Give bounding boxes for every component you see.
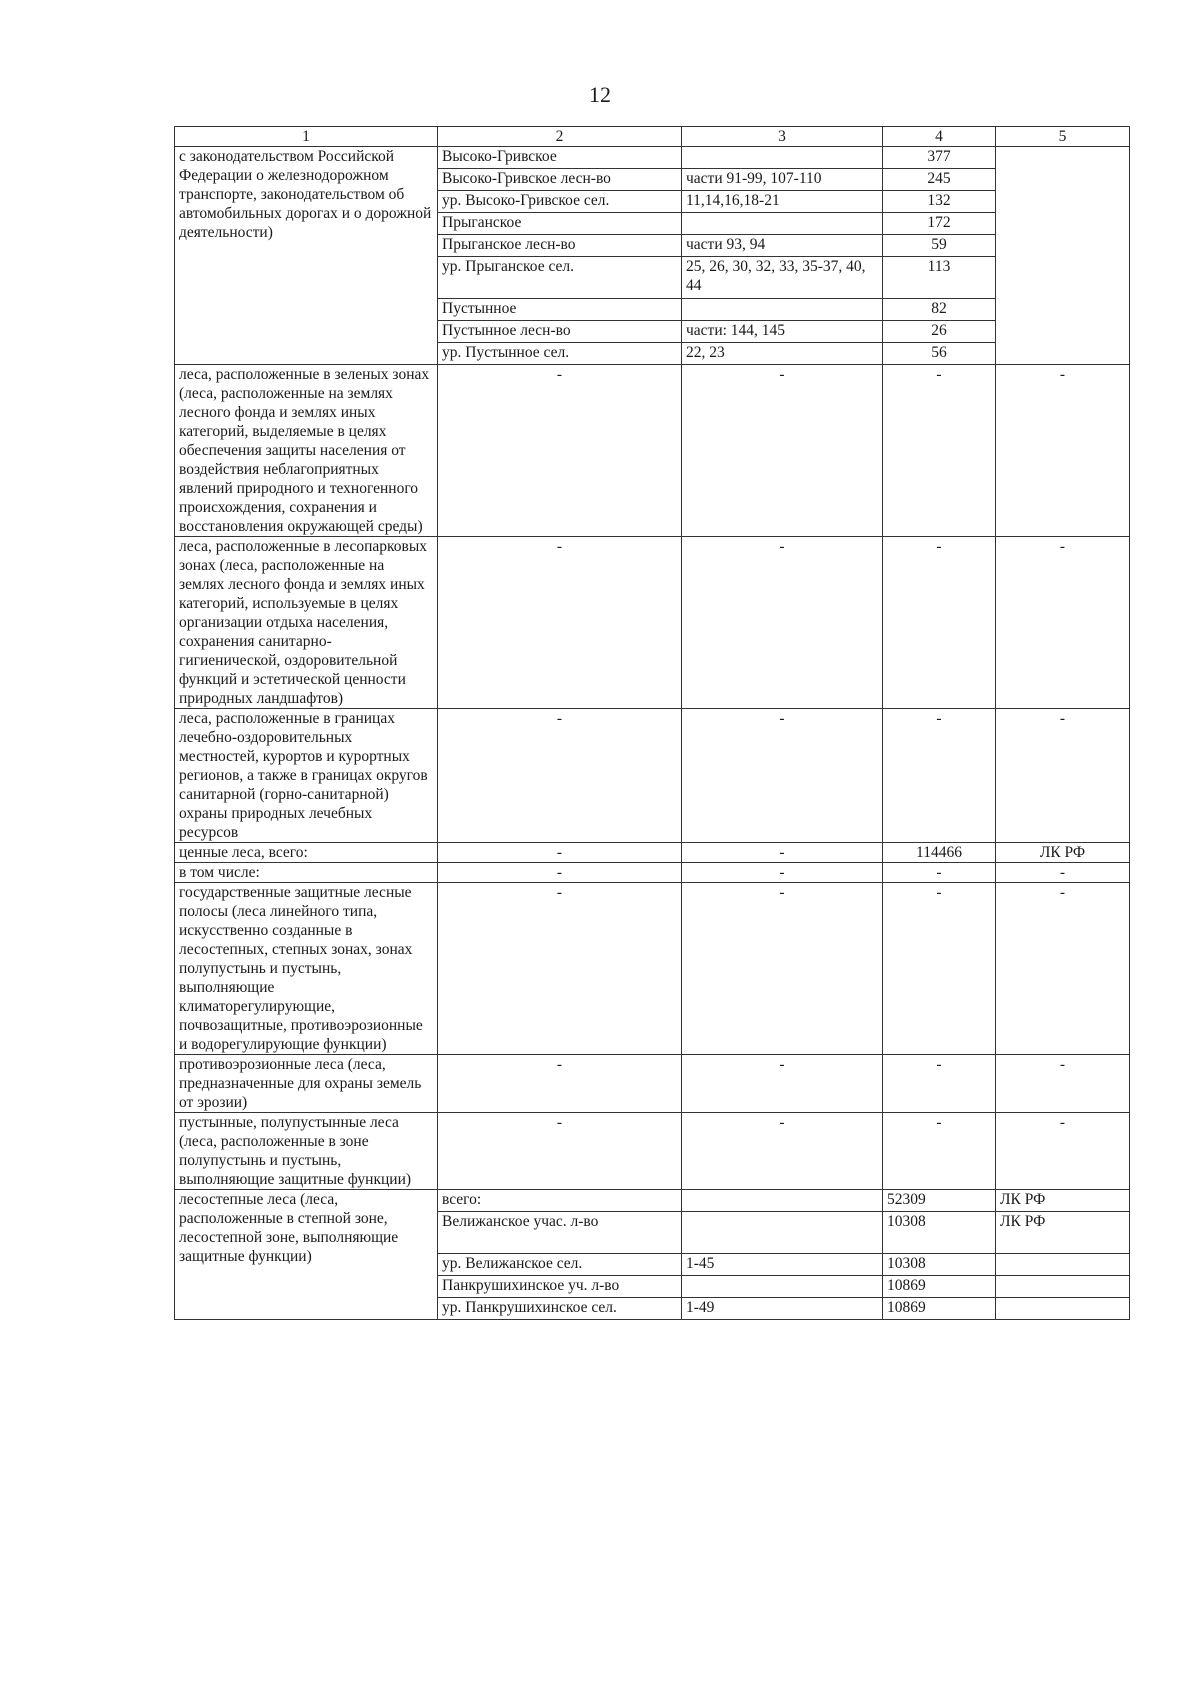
dash-cell: - — [682, 1055, 883, 1113]
parts-cell — [682, 213, 883, 235]
location-cell: ур. Прыганское сел. — [438, 257, 682, 299]
header-col-5: 5 — [996, 127, 1130, 147]
category-cell: леса, расположенные в лесопарковых зонах (леса, расположенные на землях лесного фонда и землях иных категорий, используемые в целях организации отдыха населения, сохранения санитарно-гигиенической, оздоровительной функций и эстетической ценности природных ландшафтов) — [175, 537, 438, 709]
dash-cell: - — [996, 883, 1130, 1055]
area-cell: 10308 — [883, 1254, 996, 1276]
location-cell: всего: — [438, 1190, 682, 1212]
dash-cell: - — [682, 365, 883, 537]
basis-cell — [996, 1276, 1130, 1298]
header-col-4: 4 — [883, 127, 996, 147]
table-row — [175, 709, 1130, 843]
location-cell: Высоко-Гривское лесн-во — [438, 169, 682, 191]
basis-cell: ЛК РФ — [996, 843, 1130, 863]
parts-cell: 1-49 — [682, 1298, 883, 1320]
dash-cell: - — [883, 1055, 996, 1113]
dash-cell: - — [438, 863, 682, 883]
area-cell: 377 — [883, 147, 996, 169]
area-cell: 172 — [883, 213, 996, 235]
dash-cell: - — [438, 365, 682, 537]
basis-cell: ЛК РФ — [996, 1190, 1130, 1212]
dash-cell: - — [883, 863, 996, 883]
location-cell: Прыганское — [438, 213, 682, 235]
dash-cell: - — [438, 1055, 682, 1113]
category-cell: леса, расположенные в зеленых зонах (леса, расположенные на землях лесного фонда и землях иных категорий, выделяемые в целях обеспечения защиты населения от воздействия неблагоприятных явлений природного и техногенного происхождения, сохранения и восстановления окружающей среды) — [175, 365, 438, 537]
parts-cell: части 93, 94 — [682, 235, 883, 257]
dash-cell: - — [438, 709, 682, 843]
category-cell: леса, расположенные в границах лечебно-оздоровительных местностей, курортов и курортных регионов, а также в границах округов санитарной (горно-санитарной) охраны природных лечебных ресурсов — [175, 709, 438, 843]
dash-cell: - — [682, 1113, 883, 1190]
dash-cell: - — [883, 365, 996, 537]
table-row — [175, 147, 1130, 169]
dash-cell: - — [996, 365, 1130, 537]
table-row — [175, 863, 1130, 883]
dash-cell: - — [682, 709, 883, 843]
area-cell: 113 — [883, 257, 996, 299]
location-cell: Велижанское учас. л-во — [438, 1212, 682, 1254]
area-cell: 26 — [883, 321, 996, 343]
dash-cell: - — [438, 843, 682, 863]
parts-cell: 1-45 — [682, 1254, 883, 1276]
basis-cell: ЛК РФ — [996, 1212, 1130, 1254]
category-cell: с законодательством Российской Федерации о железнодорожном транспорте, законодательством об автомобильных дорогах и о дорожной деятельности) — [175, 147, 438, 365]
table-row — [175, 537, 1130, 709]
dash-cell: - — [883, 883, 996, 1055]
dash-cell: - — [438, 1113, 682, 1190]
area-cell: 52309 — [883, 1190, 996, 1212]
dash-cell: - — [996, 537, 1130, 709]
table-row — [175, 365, 1130, 537]
category-cell: противоэрозионные леса (леса, предназначенные для охраны земель от эрозии) — [175, 1055, 438, 1113]
table-row — [175, 843, 1130, 863]
area-cell: 10869 — [883, 1276, 996, 1298]
dash-cell: - — [682, 883, 883, 1055]
table-row — [175, 1190, 1130, 1212]
parts-cell: 22, 23 — [682, 343, 883, 365]
table-row — [175, 1055, 1130, 1113]
parts-cell: части 91-99, 107-110 — [682, 169, 883, 191]
dash-cell: - — [682, 863, 883, 883]
dash-cell: - — [682, 537, 883, 709]
area-cell: 10869 — [883, 1298, 996, 1320]
area-cell: 10308 — [883, 1212, 996, 1254]
dash-cell: - — [883, 709, 996, 843]
header-col-1: 1 — [175, 127, 438, 147]
location-cell: Высоко-Гривское — [438, 147, 682, 169]
dash-cell: - — [996, 863, 1130, 883]
dash-cell: - — [996, 1055, 1130, 1113]
dash-cell: - — [883, 537, 996, 709]
table-row — [175, 883, 1130, 1055]
dash-cell: - — [996, 709, 1130, 843]
forest-table — [174, 126, 1130, 1320]
dash-cell: - — [438, 883, 682, 1055]
parts-cell: 11,14,16,18-21 — [682, 191, 883, 213]
parts-cell — [682, 147, 883, 169]
header-row — [175, 127, 1130, 147]
location-cell: ур. Панкрушихинское сел. — [438, 1298, 682, 1320]
location-cell: ур. Велижанское сел. — [438, 1254, 682, 1276]
location-cell: Панкрушихинское уч. л-во — [438, 1276, 682, 1298]
dash-cell: - — [438, 537, 682, 709]
page-number: 12 — [589, 82, 611, 107]
location-cell: Пустынное — [438, 299, 682, 321]
parts-cell — [682, 299, 883, 321]
area-cell: 82 — [883, 299, 996, 321]
basis-cell — [996, 1254, 1130, 1276]
location-cell: Прыганское лесн-во — [438, 235, 682, 257]
table-row — [175, 1113, 1130, 1190]
location-cell: ур. Пустынное сел. — [438, 343, 682, 365]
parts-cell — [682, 1276, 883, 1298]
location-cell: ур. Высоко-Гривское сел. — [438, 191, 682, 213]
area-cell: 132 — [883, 191, 996, 213]
location-cell: Пустынное лесн-во — [438, 321, 682, 343]
category-cell: государственные защитные лесные полосы (леса линейного типа, искусственно созданные в лесостепных, степных зонах, зонах полупустынь и пустынь, выполняющие климаторегулирующие, почвозащитные, противоэрозионные и водорегулирующие функции) — [175, 883, 438, 1055]
parts-cell: части: 144, 145 — [682, 321, 883, 343]
dash-cell: - — [883, 1113, 996, 1190]
basis-cell — [996, 147, 1130, 365]
parts-cell: 25, 26, 30, 32, 33, 35-37, 40, 44 — [682, 257, 883, 299]
category-cell: ценные леса, всего: — [175, 843, 438, 863]
category-cell: пустынные, полупустынные леса (леса, расположенные в зоне полупустынь и пустынь, выполняющие защитные функции) — [175, 1113, 438, 1190]
area-cell: 59 — [883, 235, 996, 257]
parts-cell — [682, 1212, 883, 1254]
category-cell: лесостепные леса (леса, расположенные в степной зоне, лесостепной зоне, выполняющие защитные функции) — [175, 1190, 438, 1320]
category-cell: в том числе: — [175, 863, 438, 883]
parts-cell — [682, 1190, 883, 1212]
basis-cell — [996, 1298, 1130, 1320]
dash-cell: - — [682, 843, 883, 863]
header-col-2: 2 — [438, 127, 682, 147]
header-col-3: 3 — [682, 127, 883, 147]
area-cell: 114466 — [883, 843, 996, 863]
area-cell: 245 — [883, 169, 996, 191]
dash-cell: - — [996, 1113, 1130, 1190]
area-cell: 56 — [883, 343, 996, 365]
